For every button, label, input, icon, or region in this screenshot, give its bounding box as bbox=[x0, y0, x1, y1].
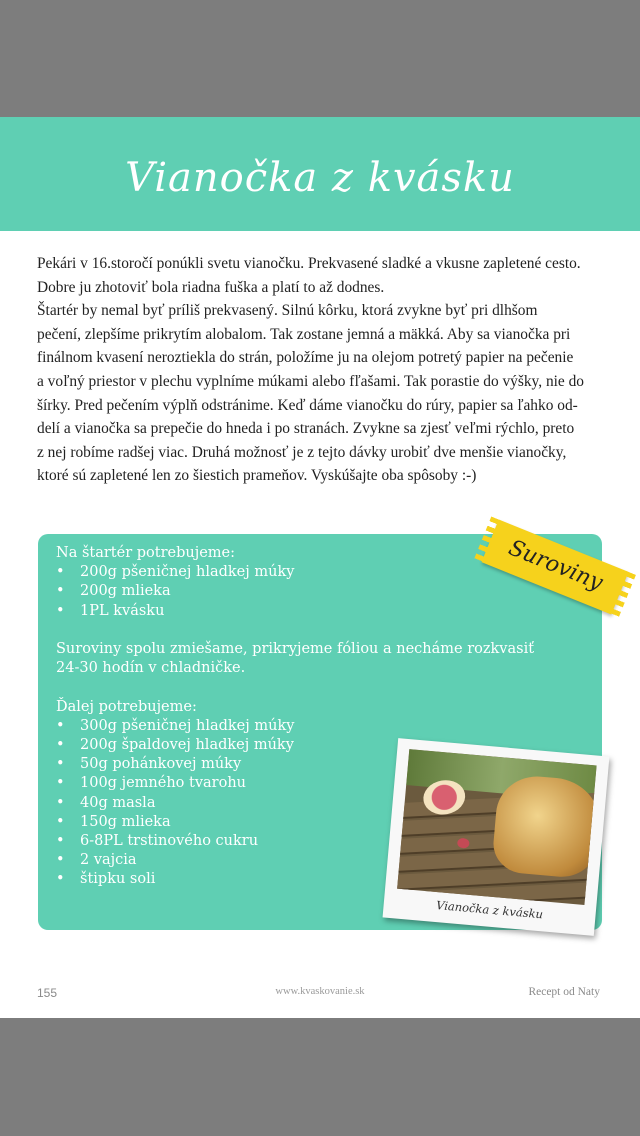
bullet-icon: • bbox=[56, 833, 65, 850]
intro-line: Dobre ju zhotoviť bola riadna fuška a platí to až dodnes. bbox=[37, 278, 385, 296]
list-item: • 200g mlieka bbox=[56, 582, 576, 601]
tag-label: Suroviny bbox=[504, 535, 607, 596]
polaroid-photo bbox=[383, 738, 610, 936]
list-item: • 200g špaldovej hladkej múky bbox=[56, 736, 576, 755]
intro-line: finálnom kvasení neroztiekla do strán, položíme ju na olejom potretý papier na pečenie bbox=[37, 349, 574, 367]
intro-line: z nej robíme radšej viac. Druhá možnosť je z tejto dávky urobiť dve menšie vianočky, bbox=[37, 443, 567, 461]
bread-photo bbox=[397, 749, 596, 905]
bullet-icon: • bbox=[56, 564, 65, 581]
intro-text bbox=[37, 252, 605, 488]
starter-note: 24-30 hodín v chladničke. bbox=[56, 660, 246, 677]
intro-line: a voľný priestor v plechu vyplníme múkami alebo fľašami. Tak porastie do výšky, nie do bbox=[37, 372, 584, 390]
intro-line: pečení, zlepšíme prikrytím alobalom. Tak zostane jemná a mäkká. Aby sa vianočka pri bbox=[37, 325, 571, 343]
footer-author: Recept od Naty bbox=[528, 986, 600, 998]
list-item: • 1PL kvásku bbox=[56, 602, 576, 621]
intro-line: ktoré sú zapletené len zo šiestich prameňov. Vyskúšajte oba spôsoby :-) bbox=[37, 467, 477, 485]
starter-heading: Na štartér potrebujeme: bbox=[56, 545, 235, 561]
bullet-icon: • bbox=[56, 717, 65, 734]
bullet-icon: • bbox=[56, 871, 65, 888]
recipe-page bbox=[0, 117, 640, 1018]
bullet-icon: • bbox=[56, 583, 65, 600]
starter-note: Suroviny spolu zmiešame, prikryjeme fóliou a necháme rozkvasiť bbox=[56, 641, 535, 657]
bullet-icon: • bbox=[56, 852, 65, 869]
main-heading: Ďalej potrebujeme: bbox=[56, 698, 197, 715]
intro-line: Štartér by nemal byť príliš prekvasený. Silnú kôrku, ktorá zvykne byť pri dlhšom bbox=[37, 302, 538, 320]
list-item: • 150g mlieka bbox=[56, 813, 576, 832]
bread-image bbox=[491, 773, 597, 880]
bullet-icon: • bbox=[56, 775, 65, 792]
intro-line: šírky. Pred pečením výplň odstránime. Keď dáme vianočku do rúry, papier sa ľahko od- bbox=[37, 396, 578, 414]
bullet-icon: • bbox=[56, 602, 65, 619]
bullet-icon: • bbox=[56, 756, 65, 773]
intro-line: delí a vianočka sa prepečie do hneda i po stranách. Zvykne sa zjesť veľmi rýchlo, preto bbox=[37, 420, 575, 438]
list-item: • 6-8PL trstinového cukru bbox=[56, 832, 576, 851]
intro-line: Pekári v 16.storočí ponúkli svetu vianočku. Prekvasené sladké a vkusne zapletené cesto. bbox=[37, 255, 581, 272]
title-banner bbox=[0, 117, 640, 231]
list-item: • 100g jemného tvarohu bbox=[56, 774, 576, 793]
bullet-icon: • bbox=[56, 737, 65, 753]
list-item: • 300g pšeničnej hladkej múky bbox=[56, 717, 576, 736]
list-item: • 40g masla bbox=[56, 794, 576, 813]
photo-caption: Vianočka z kvásku bbox=[435, 898, 544, 922]
bullet-icon: • bbox=[56, 813, 65, 830]
list-item: • 200g pšeničnej hladkej múky bbox=[56, 563, 576, 582]
list-item: • štipku soli bbox=[56, 870, 576, 889]
footer-url: www.kvaskovanie.sk bbox=[275, 986, 365, 997]
list-item: • 2 vajcia bbox=[56, 851, 576, 870]
list-item: • 50g pohánkovej múky bbox=[56, 755, 576, 774]
bullet-icon: • bbox=[56, 794, 65, 811]
page-number: 155 bbox=[37, 986, 58, 1000]
page-title: Vianočka z kvásku bbox=[125, 155, 515, 201]
